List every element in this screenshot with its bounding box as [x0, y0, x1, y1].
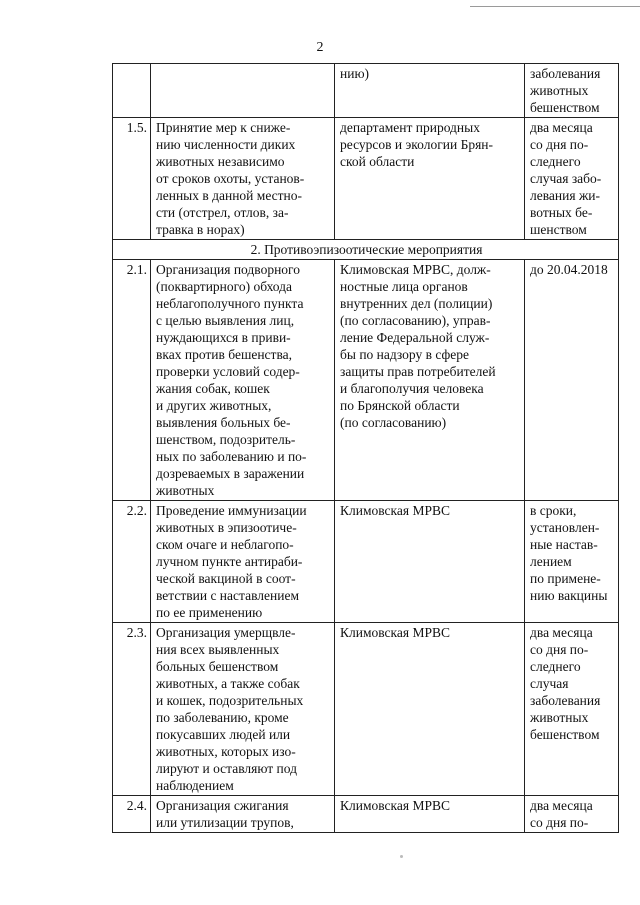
cell-line: животных, которых изо- [156, 744, 296, 759]
cell-line: травка в норах) [156, 222, 245, 237]
cell-line: ные настав- [530, 537, 598, 552]
table-row [113, 796, 619, 833]
cell-line: Организация умерщвле- [156, 625, 296, 640]
cell-line: Организация подворного [156, 262, 300, 277]
deadline-cell [525, 501, 619, 623]
cell-line: вотных бе- [530, 205, 593, 220]
cell-line: Климовская МРВС [340, 503, 450, 518]
cell-line: ветствии с наставлением [156, 588, 299, 603]
cell-line: случая [530, 676, 569, 691]
table-row [113, 623, 619, 796]
deadline-cell [525, 623, 619, 796]
cell-line: заболевания [530, 693, 601, 708]
cell-line: шенством, подозритель- [156, 432, 296, 447]
cell-line: со дня по- [530, 815, 589, 830]
cell-line: нию) [340, 66, 370, 81]
cell-line: установлен- [530, 520, 600, 535]
cell-line: заболевания [530, 66, 601, 81]
cell-line: по ее применению [156, 605, 263, 620]
scan-speck [400, 855, 403, 858]
cell-line: ресурсов и экологии Брян- [340, 137, 494, 152]
cell-line: левания жи- [530, 188, 600, 203]
deadline-cell [525, 64, 619, 118]
cell-line: Климовская МРВС [340, 625, 450, 640]
cell-line: животных независимо [156, 154, 285, 169]
cell-line: департамент природных [340, 120, 480, 135]
page-number: 2 [316, 40, 324, 55]
responsible-cell [335, 796, 525, 833]
cell-line: от сроков охоты, установ- [156, 171, 305, 186]
cell-line: животных в эпизоотиче- [156, 520, 297, 535]
responsible-cell [335, 64, 525, 118]
cell-line: неблагополучного пункта [156, 296, 304, 311]
cell-line: нию численности диких [156, 137, 296, 152]
cell-line: внутренних дел (полиции) [340, 296, 493, 311]
cell-line: животных [530, 83, 589, 98]
cell-line: бешенством [530, 727, 600, 742]
cell-line: покусавших людей или [156, 727, 291, 742]
cell-line: (по согласованию), управ- [340, 313, 491, 328]
measure-cell [151, 796, 335, 833]
cell-line: ление Федеральной служ- [340, 330, 490, 345]
table-row [113, 64, 619, 118]
cell-line: нию вакцины [530, 588, 608, 603]
cell-line: лением [530, 554, 572, 569]
cell-line: и благополучия человека [340, 381, 484, 396]
measure-cell [151, 260, 335, 501]
cell-line: по примене- [530, 571, 601, 586]
cell-line: жания собак, кошек [156, 381, 270, 396]
table-row [113, 118, 619, 240]
deadline-cell [525, 118, 619, 240]
section-row [113, 240, 619, 260]
cell-line: со дня по- [530, 642, 589, 657]
cell-line: и других животных, [156, 398, 272, 413]
cell-line: два месяца [530, 120, 593, 135]
cell-line: или утилизации трупов, [156, 815, 294, 830]
responsible-cell [335, 623, 525, 796]
item-number: 2.3. [113, 623, 151, 796]
cell-line: следнего [530, 659, 581, 674]
cell-line: вках против бешенства, [156, 347, 293, 362]
cell-line: следнего [530, 154, 581, 169]
cell-line: (по согласованию) [340, 415, 447, 430]
measure-cell [151, 623, 335, 796]
cell-line: случая забо- [530, 171, 602, 186]
cell-line: Климовская МРВС [340, 798, 450, 813]
measure-cell [151, 64, 335, 118]
measure-cell [151, 501, 335, 623]
cell-line: Проведение иммунизации [156, 503, 307, 518]
responsible-cell [335, 118, 525, 240]
measures-table [112, 63, 619, 833]
item-number: 1.5. [113, 118, 151, 240]
table-row [113, 260, 619, 501]
item-number: 2.2. [113, 501, 151, 623]
cell-line: (поквартирного) обхода [156, 279, 293, 294]
cell-line: ском очаге и неблагопо- [156, 537, 294, 552]
cell-line: нуждающихся в приви- [156, 330, 291, 345]
cell-line: Климовская МРВС, долж- [340, 262, 491, 277]
cell-line: с целью выявления лиц, [156, 313, 295, 328]
cell-line: ленных в данной местно- [156, 188, 303, 203]
cell-line: лучном пункте антираби- [156, 554, 303, 569]
cell-line: ния всех выявленных [156, 642, 280, 657]
cell-line: два месяца [530, 625, 593, 640]
cell-line: Принятие мер к сниже- [156, 120, 291, 135]
cell-line: Организация сжигания [156, 798, 289, 813]
header-rule [470, 6, 640, 7]
cell-line: ческой вакциной в соот- [156, 571, 296, 586]
cell-line: животных [530, 710, 589, 725]
measure-cell [151, 118, 335, 240]
deadline-cell [525, 796, 619, 833]
responsible-cell [335, 260, 525, 501]
cell-line: два месяца [530, 798, 593, 813]
cell-line: до 20.04.2018 [530, 262, 608, 277]
cell-line: лируют и оставляют под [156, 761, 297, 776]
item-number: 2.4. [113, 796, 151, 833]
cell-line: и кошек, подозрительных [156, 693, 304, 708]
cell-line: по заболеванию, кроме [156, 710, 289, 725]
measures-table-body [113, 64, 619, 833]
cell-line: ных по заболеванию и по- [156, 449, 307, 464]
cell-line: со дня по- [530, 137, 589, 152]
item-number: 2.1. [113, 260, 151, 501]
responsible-cell [335, 501, 525, 623]
cell-line: больных бешенством [156, 659, 279, 674]
cell-line: проверки условий содер- [156, 364, 300, 379]
cell-line: в сроки, [530, 503, 577, 518]
cell-line: сти (отстрел, отлов, за- [156, 205, 289, 220]
cell-line: животных [156, 483, 215, 498]
cell-line: выявления больных бе- [156, 415, 291, 430]
cell-line: защиты прав потребителей [340, 364, 496, 379]
section-heading: 2. Противоэпизоотические мероприятия [113, 240, 619, 260]
cell-line: дозреваемых в заражении [156, 466, 305, 481]
table-row [113, 501, 619, 623]
cell-line: шенством [530, 222, 587, 237]
cell-line: ской области [340, 154, 415, 169]
cell-line: по Брянской области [340, 398, 460, 413]
item-number [113, 64, 151, 118]
cell-line: наблюдением [156, 778, 234, 793]
cell-line: ностные лица органов [340, 279, 468, 294]
cell-line: животных, а также собак [156, 676, 300, 691]
cell-line: бешенством [530, 100, 600, 115]
deadline-cell [525, 260, 619, 501]
cell-line: бы по надзору в сфере [340, 347, 470, 362]
